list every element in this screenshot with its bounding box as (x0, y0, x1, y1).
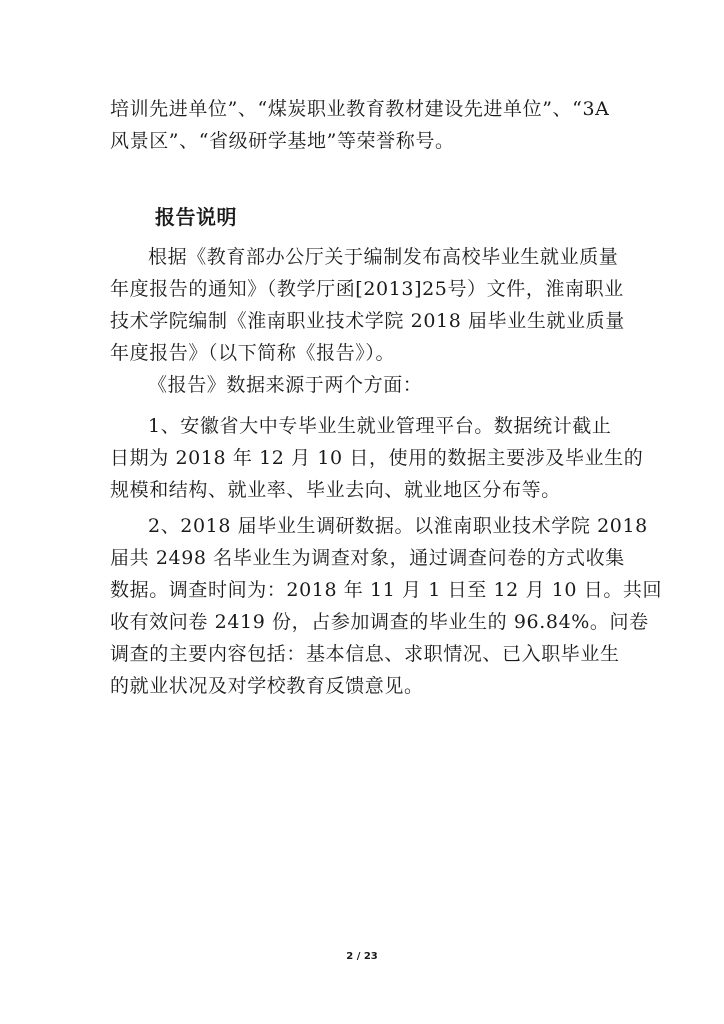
text-line: 年度报告的通知》（教学厅函[2013]25号）文件，淮南职业 (110, 278, 624, 300)
text-line: 规模和结构、就业率、毕业去向、就业地区分布等。 (110, 479, 561, 501)
text-line: 日期为 2018 年 12 月 10 日，使用的数据主要涉及毕业生的 (110, 447, 644, 469)
text-line: 根据《教育部办公厅关于编制发布高校毕业生就业质量 (148, 246, 619, 268)
paragraph-source-2 (110, 510, 663, 702)
paragraph-source-1 (110, 410, 644, 506)
text-line: 收有效问卷 2419 份，占参加调查的毕业生的 96.84%。问卷 (110, 611, 649, 633)
text-line: 数据。调查时间为：2018 年 11 月 1 日至 12 月 10 日。共回 (110, 579, 663, 601)
intro-paragraph (110, 93, 622, 157)
text-line: 的就业状况及对学校教育反馈意见。 (110, 675, 424, 697)
text-line: 1、安徽省大中专毕业生就业管理平台。数据统计截止 (148, 415, 612, 437)
paragraph-basis (110, 241, 625, 369)
text-line: 年度报告》（以下简称《报告》）。 (110, 342, 396, 364)
section-heading: 报告说明 (155, 205, 237, 229)
paragraph-sources (110, 369, 622, 401)
page-number: 2 / 23 (346, 951, 378, 962)
text-line: 培训先进单位”、“煤炭职业教育教材建设先进单位”、“3A (110, 98, 610, 120)
text-line: 届共 2498 名毕业生为调查对象，通过调查问卷的方式收集 (110, 547, 625, 569)
text-line: 2、2018 届毕业生调研数据。以淮南职业技术学院 2018 (148, 515, 648, 537)
text-line: 风景区”、“省级研学基地”等荣誉称号。 (110, 130, 455, 152)
text-line: 调查的主要内容包括：基本信息、求职情况、已入职毕业生 (110, 643, 620, 665)
text-line: 技术学院编制《淮南职业技术学院 2018 届毕业生就业质量 (110, 310, 625, 332)
text-line: 《报告》数据来源于两个方面： (148, 374, 423, 396)
